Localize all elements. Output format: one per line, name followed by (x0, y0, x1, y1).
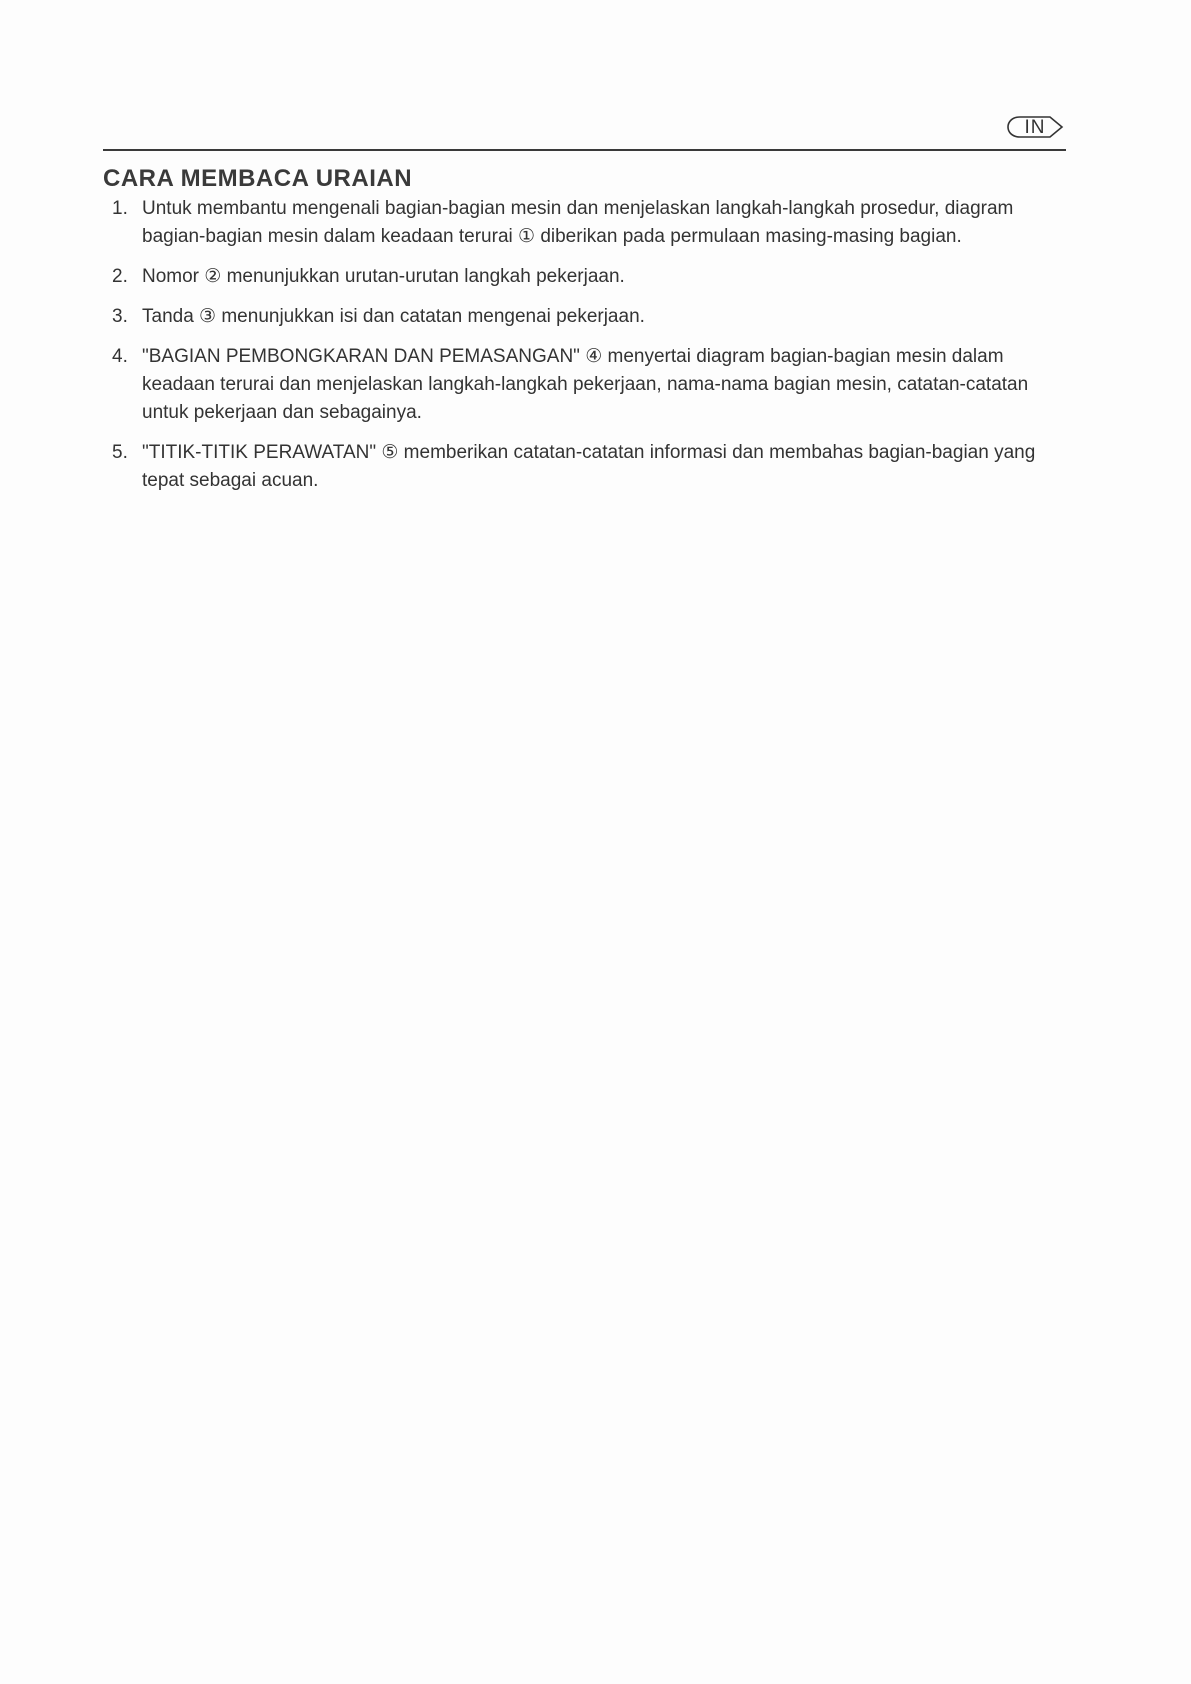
list-item-number: 2. (112, 266, 128, 287)
list-item (110, 195, 1070, 251)
list-item-text: Untuk membantu mengenali bagian-bagian mesin dan menjelaskan langkah-langkah prosedur, diagram bagian-bagian mesin dalam keadaan terurai ① diberikan pada permulaan masing-masing bagian. (142, 198, 1014, 247)
list-item-text: Nomor ② menunjukkan urutan-urutan langkah pekerjaan. (142, 266, 625, 287)
language-badge (1006, 115, 1064, 139)
list-item-text: "BAGIAN PEMBONGKARAN DAN PEMASANGAN" ④ menyertai diagram bagian-bagian mesin dalam keadaan terurai dan menjelaskan langkah-langkah pekerjaan, nama-nama bagian mesin, catatan-catatan untuk pekerjaan dan sebagainya. (142, 346, 1029, 423)
list-item-number: 4. (112, 346, 128, 367)
list-item-text: "TITIK-TITIK PERAWATAN" ⑤ memberikan catatan-catatan informasi dan membahas bagian-bagian yang tepat sebagai acuan. (142, 442, 1036, 491)
instruction-list (110, 195, 1070, 507)
language-badge-label: IN (1024, 117, 1046, 138)
header-divider (103, 149, 1066, 151)
list-item (110, 439, 1070, 495)
list-item (110, 263, 1070, 291)
list-item-number: 1. (112, 198, 128, 219)
list-item (110, 343, 1070, 427)
section-title: CARA MEMBACA URAIAN (103, 165, 413, 192)
list-item (110, 303, 1070, 331)
list-item-number: 3. (112, 306, 128, 327)
list-item-text: Tanda ③ menunjukkan isi dan catatan mengenai pekerjaan. (142, 306, 645, 327)
list-item-number: 5. (112, 442, 128, 463)
